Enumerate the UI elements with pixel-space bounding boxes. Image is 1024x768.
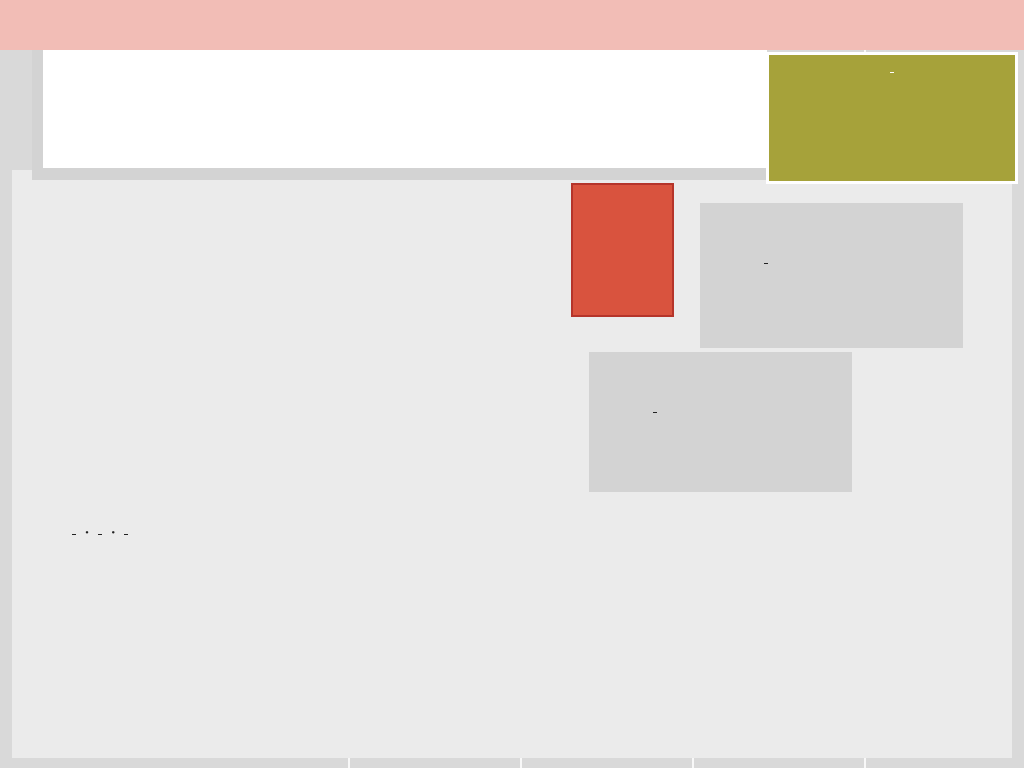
vy-line-3 — [772, 315, 786, 337]
vx-l2-fraction — [653, 412, 657, 413]
horizontal-velocity-calculation — [589, 352, 852, 492]
vx-l2-num — [653, 412, 657, 413]
conversion-fraction-2 — [98, 534, 102, 535]
formula-y-frac-num — [890, 72, 894, 73]
multiply-dot: · — [110, 522, 117, 544]
multiply-dot: · — [84, 522, 91, 544]
vertical-velocity-calculation — [700, 203, 963, 348]
unit-conversion — [70, 522, 138, 544]
formula-y-fraction — [890, 72, 894, 73]
formula-reference-box — [766, 52, 1018, 184]
title-panel — [43, 50, 767, 168]
conversion-f2-num — [98, 534, 102, 535]
units-reminder-box — [571, 183, 674, 317]
vx-line-3 — [661, 458, 675, 480]
vy-l2-fraction — [764, 263, 768, 264]
vx-line-2 — [651, 400, 659, 422]
formula-y — [769, 60, 1015, 82]
objective-banner — [0, 0, 1024, 50]
vy-l2-num — [764, 263, 768, 264]
conversion-f3-num — [124, 534, 128, 535]
conversion-f1-num — [72, 534, 76, 535]
conversion-fraction-3 — [124, 534, 128, 535]
conversion-fraction-1 — [72, 534, 76, 535]
problem-intro — [75, 203, 565, 273]
vy-line-2 — [762, 251, 770, 273]
problem-statement — [75, 203, 565, 279]
